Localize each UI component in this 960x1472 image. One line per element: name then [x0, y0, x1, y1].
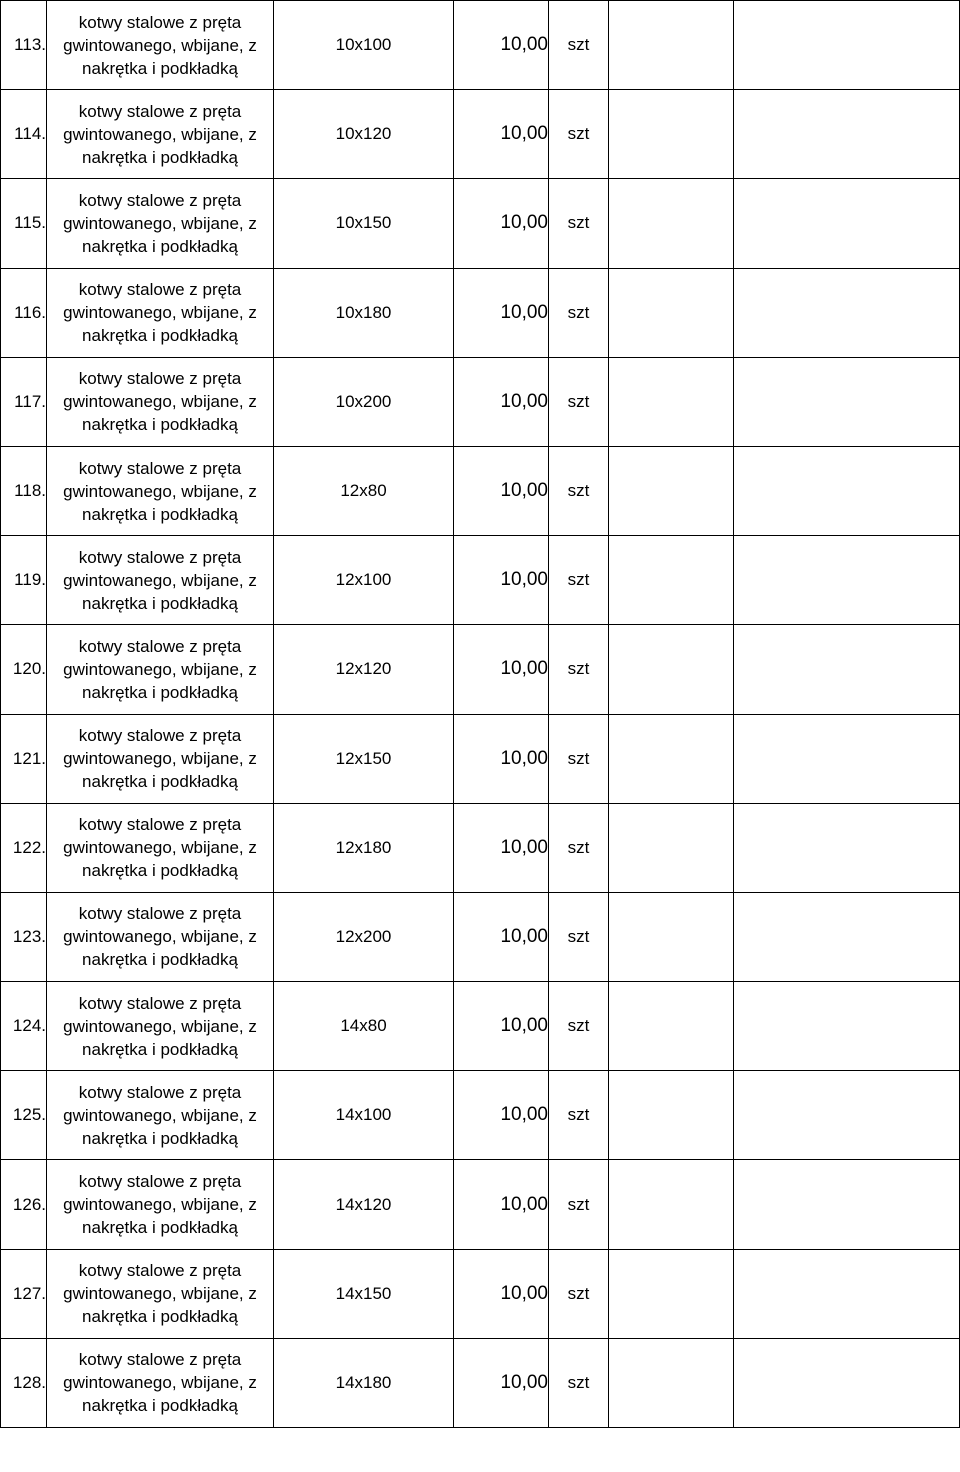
item-description — [47, 714, 274, 803]
item-description — [47, 982, 274, 1071]
total-value-cell[interactable] — [734, 625, 960, 714]
item-unit: szt — [549, 1, 609, 90]
item-description — [47, 1338, 274, 1427]
item-description — [47, 803, 274, 892]
description-line-3: nakrętka i podkładką — [82, 58, 238, 78]
item-number: 128. — [1, 1338, 47, 1427]
description-line-3: nakrętka i podkładką — [82, 504, 238, 524]
item-number: 115. — [1, 179, 47, 268]
unit-price-cell[interactable] — [609, 446, 734, 535]
description-line-1: kotwy stalowe z pręta — [78, 458, 242, 478]
total-value-cell[interactable] — [734, 1071, 960, 1160]
description-line-2: gwintowanego, wbijane, z — [63, 124, 257, 144]
item-quantity: 10,00 — [454, 179, 549, 268]
description-line-1: kotwy stalowe z pręta — [78, 101, 242, 121]
item-quantity: 10,00 — [454, 446, 549, 535]
description-line-1: kotwy stalowe z pręta — [78, 1082, 242, 1102]
unit-price-cell[interactable] — [609, 714, 734, 803]
item-unit: szt — [549, 714, 609, 803]
item-description — [47, 90, 274, 179]
item-quantity: 10,00 — [454, 982, 549, 1071]
item-quantity: 10,00 — [454, 714, 549, 803]
item-dimension: 12x80 — [274, 446, 454, 535]
item-unit: szt — [549, 625, 609, 714]
total-value-cell[interactable] — [734, 536, 960, 625]
table-row — [1, 803, 960, 892]
item-quantity: 10,00 — [454, 625, 549, 714]
item-dimension: 12x150 — [274, 714, 454, 803]
table-row — [1, 625, 960, 714]
item-quantity: 10,00 — [454, 1338, 549, 1427]
item-dimension: 14x100 — [274, 1071, 454, 1160]
description-line-2: gwintowanego, wbijane, z — [63, 213, 257, 233]
description-line-3: nakrętka i podkładką — [82, 415, 238, 435]
description-line-3: nakrętka i podkładką — [82, 1396, 238, 1416]
table-row — [1, 179, 960, 268]
description-line-2: gwintowanego, wbijane, z — [63, 838, 257, 858]
item-dimension: 12x200 — [274, 892, 454, 981]
description-line-1: kotwy stalowe z pręta — [78, 815, 242, 835]
table-row — [1, 1338, 960, 1427]
table-row — [1, 446, 960, 535]
item-dimension: 10x180 — [274, 268, 454, 357]
description-line-2: gwintowanego, wbijane, z — [63, 481, 257, 501]
description-line-2: gwintowanego, wbijane, z — [63, 1016, 257, 1036]
unit-price-cell[interactable] — [609, 982, 734, 1071]
table-body — [1, 1, 960, 1428]
description-line-1: kotwy stalowe z pręta — [78, 993, 242, 1013]
total-value-cell[interactable] — [734, 446, 960, 535]
table-row — [1, 1071, 960, 1160]
item-description — [47, 1, 274, 90]
item-quantity: 10,00 — [454, 1071, 549, 1160]
total-value-cell[interactable] — [734, 803, 960, 892]
item-description — [47, 179, 274, 268]
total-value-cell[interactable] — [734, 1160, 960, 1249]
description-line-2: gwintowanego, wbijane, z — [63, 1105, 257, 1125]
description-line-2: gwintowanego, wbijane, z — [63, 303, 257, 323]
item-quantity: 10,00 — [454, 536, 549, 625]
item-dimension: 10x200 — [274, 357, 454, 446]
item-description — [47, 357, 274, 446]
item-description — [47, 892, 274, 981]
table-row — [1, 1, 960, 90]
unit-price-cell[interactable] — [609, 892, 734, 981]
description-line-1: kotwy stalowe z pręta — [78, 1350, 242, 1370]
description-line-1: kotwy stalowe z pręta — [78, 904, 242, 924]
item-quantity: 10,00 — [454, 1249, 549, 1338]
total-value-cell[interactable] — [734, 268, 960, 357]
description-line-3: nakrętka i podkładką — [82, 950, 238, 970]
item-number: 123. — [1, 892, 47, 981]
item-dimension: 14x150 — [274, 1249, 454, 1338]
table-row — [1, 714, 960, 803]
table-row — [1, 1249, 960, 1338]
item-dimension: 14x180 — [274, 1338, 454, 1427]
description-line-1: kotwy stalowe z pręta — [78, 726, 242, 746]
description-line-2: gwintowanego, wbijane, z — [63, 35, 257, 55]
description-line-2: gwintowanego, wbijane, z — [63, 1373, 257, 1393]
table-row — [1, 982, 960, 1071]
description-line-2: gwintowanego, wbijane, z — [63, 749, 257, 769]
total-value-cell[interactable] — [734, 982, 960, 1071]
unit-price-cell[interactable] — [609, 1, 734, 90]
item-number: 120. — [1, 625, 47, 714]
table-row — [1, 892, 960, 981]
item-quantity: 10,00 — [454, 892, 549, 981]
description-line-1: kotwy stalowe z pręta — [78, 547, 242, 567]
total-value-cell[interactable] — [734, 892, 960, 981]
item-dimension: 12x120 — [274, 625, 454, 714]
item-unit: szt — [549, 268, 609, 357]
description-line-3: nakrętka i podkładką — [82, 147, 238, 167]
total-value-cell[interactable] — [734, 90, 960, 179]
unit-price-cell[interactable] — [609, 1071, 734, 1160]
item-number: 113. — [1, 1, 47, 90]
item-unit: szt — [549, 1338, 609, 1427]
item-unit: szt — [549, 982, 609, 1071]
unit-price-cell[interactable] — [609, 268, 734, 357]
unit-price-cell[interactable] — [609, 1338, 734, 1427]
description-line-3: nakrętka i podkładką — [82, 1128, 238, 1148]
item-number: 119. — [1, 536, 47, 625]
description-line-3: nakrętka i podkładką — [82, 861, 238, 881]
item-dimension: 10x100 — [274, 1, 454, 90]
description-line-1: kotwy stalowe z pręta — [78, 280, 242, 300]
total-value-cell[interactable] — [734, 714, 960, 803]
item-number: 116. — [1, 268, 47, 357]
item-dimension: 10x150 — [274, 179, 454, 268]
description-line-1: kotwy stalowe z pręta — [78, 369, 242, 389]
item-quantity: 10,00 — [454, 1160, 549, 1249]
item-quantity: 10,00 — [454, 357, 549, 446]
item-dimension: 10x120 — [274, 90, 454, 179]
description-line-3: nakrętka i podkładką — [82, 593, 238, 613]
description-line-2: gwintowanego, wbijane, z — [63, 1195, 257, 1215]
total-value-cell[interactable] — [734, 179, 960, 268]
item-quantity: 10,00 — [454, 1, 549, 90]
item-dimension: 14x120 — [274, 1160, 454, 1249]
unit-price-cell[interactable] — [609, 179, 734, 268]
item-number: 118. — [1, 446, 47, 535]
item-description — [47, 1160, 274, 1249]
table-row — [1, 90, 960, 179]
item-number: 121. — [1, 714, 47, 803]
item-unit: szt — [549, 1160, 609, 1249]
item-number: 125. — [1, 1071, 47, 1160]
total-value-cell[interactable] — [734, 1338, 960, 1427]
item-unit: szt — [549, 446, 609, 535]
item-unit: szt — [549, 892, 609, 981]
item-dimension: 12x100 — [274, 536, 454, 625]
table-row — [1, 1160, 960, 1249]
item-description — [47, 446, 274, 535]
description-line-2: gwintowanego, wbijane, z — [63, 1284, 257, 1304]
item-description — [47, 536, 274, 625]
unit-price-cell[interactable] — [609, 803, 734, 892]
description-line-1: kotwy stalowe z pręta — [78, 636, 242, 656]
item-unit: szt — [549, 1249, 609, 1338]
unit-price-cell[interactable] — [609, 536, 734, 625]
table-row — [1, 357, 960, 446]
description-line-1: kotwy stalowe z pręta — [78, 1172, 242, 1192]
table-row — [1, 536, 960, 625]
item-unit: szt — [549, 1071, 609, 1160]
item-quantity: 10,00 — [454, 803, 549, 892]
item-description — [47, 1249, 274, 1338]
item-description — [47, 625, 274, 714]
item-number: 124. — [1, 982, 47, 1071]
description-line-3: nakrętka i podkładką — [82, 1307, 238, 1327]
item-quantity: 10,00 — [454, 90, 549, 179]
item-dimension: 14x80 — [274, 982, 454, 1071]
total-value-cell[interactable] — [734, 1249, 960, 1338]
description-line-3: nakrętka i podkładką — [82, 682, 238, 702]
item-unit: szt — [549, 90, 609, 179]
description-line-3: nakrętka i podkładką — [82, 1218, 238, 1238]
unit-price-cell[interactable] — [609, 90, 734, 179]
description-line-1: kotwy stalowe z pręta — [78, 12, 242, 32]
item-number: 126. — [1, 1160, 47, 1249]
description-line-3: nakrętka i podkładką — [82, 236, 238, 256]
item-number: 122. — [1, 803, 47, 892]
table-row — [1, 268, 960, 357]
unit-price-cell[interactable] — [609, 625, 734, 714]
description-line-2: gwintowanego, wbijane, z — [63, 927, 257, 947]
description-line-2: gwintowanego, wbijane, z — [63, 392, 257, 412]
description-line-3: nakrętka i podkładką — [82, 1039, 238, 1059]
item-dimension: 12x180 — [274, 803, 454, 892]
item-quantity: 10,00 — [454, 268, 549, 357]
description-line-1: kotwy stalowe z pręta — [78, 1261, 242, 1281]
item-number: 114. — [1, 90, 47, 179]
total-value-cell[interactable] — [734, 1, 960, 90]
item-number: 127. — [1, 1249, 47, 1338]
unit-price-cell[interactable] — [609, 357, 734, 446]
item-unit: szt — [549, 357, 609, 446]
description-line-3: nakrętka i podkładką — [82, 772, 238, 792]
item-description — [47, 268, 274, 357]
total-value-cell[interactable] — [734, 357, 960, 446]
unit-price-cell[interactable] — [609, 1249, 734, 1338]
description-line-1: kotwy stalowe z pręta — [78, 190, 242, 210]
item-unit: szt — [549, 536, 609, 625]
item-unit: szt — [549, 803, 609, 892]
item-description — [47, 1071, 274, 1160]
description-line-3: nakrętka i podkładką — [82, 326, 238, 346]
item-number: 117. — [1, 357, 47, 446]
item-unit: szt — [549, 179, 609, 268]
unit-price-cell[interactable] — [609, 1160, 734, 1249]
description-line-2: gwintowanego, wbijane, z — [63, 659, 257, 679]
description-line-2: gwintowanego, wbijane, z — [63, 570, 257, 590]
